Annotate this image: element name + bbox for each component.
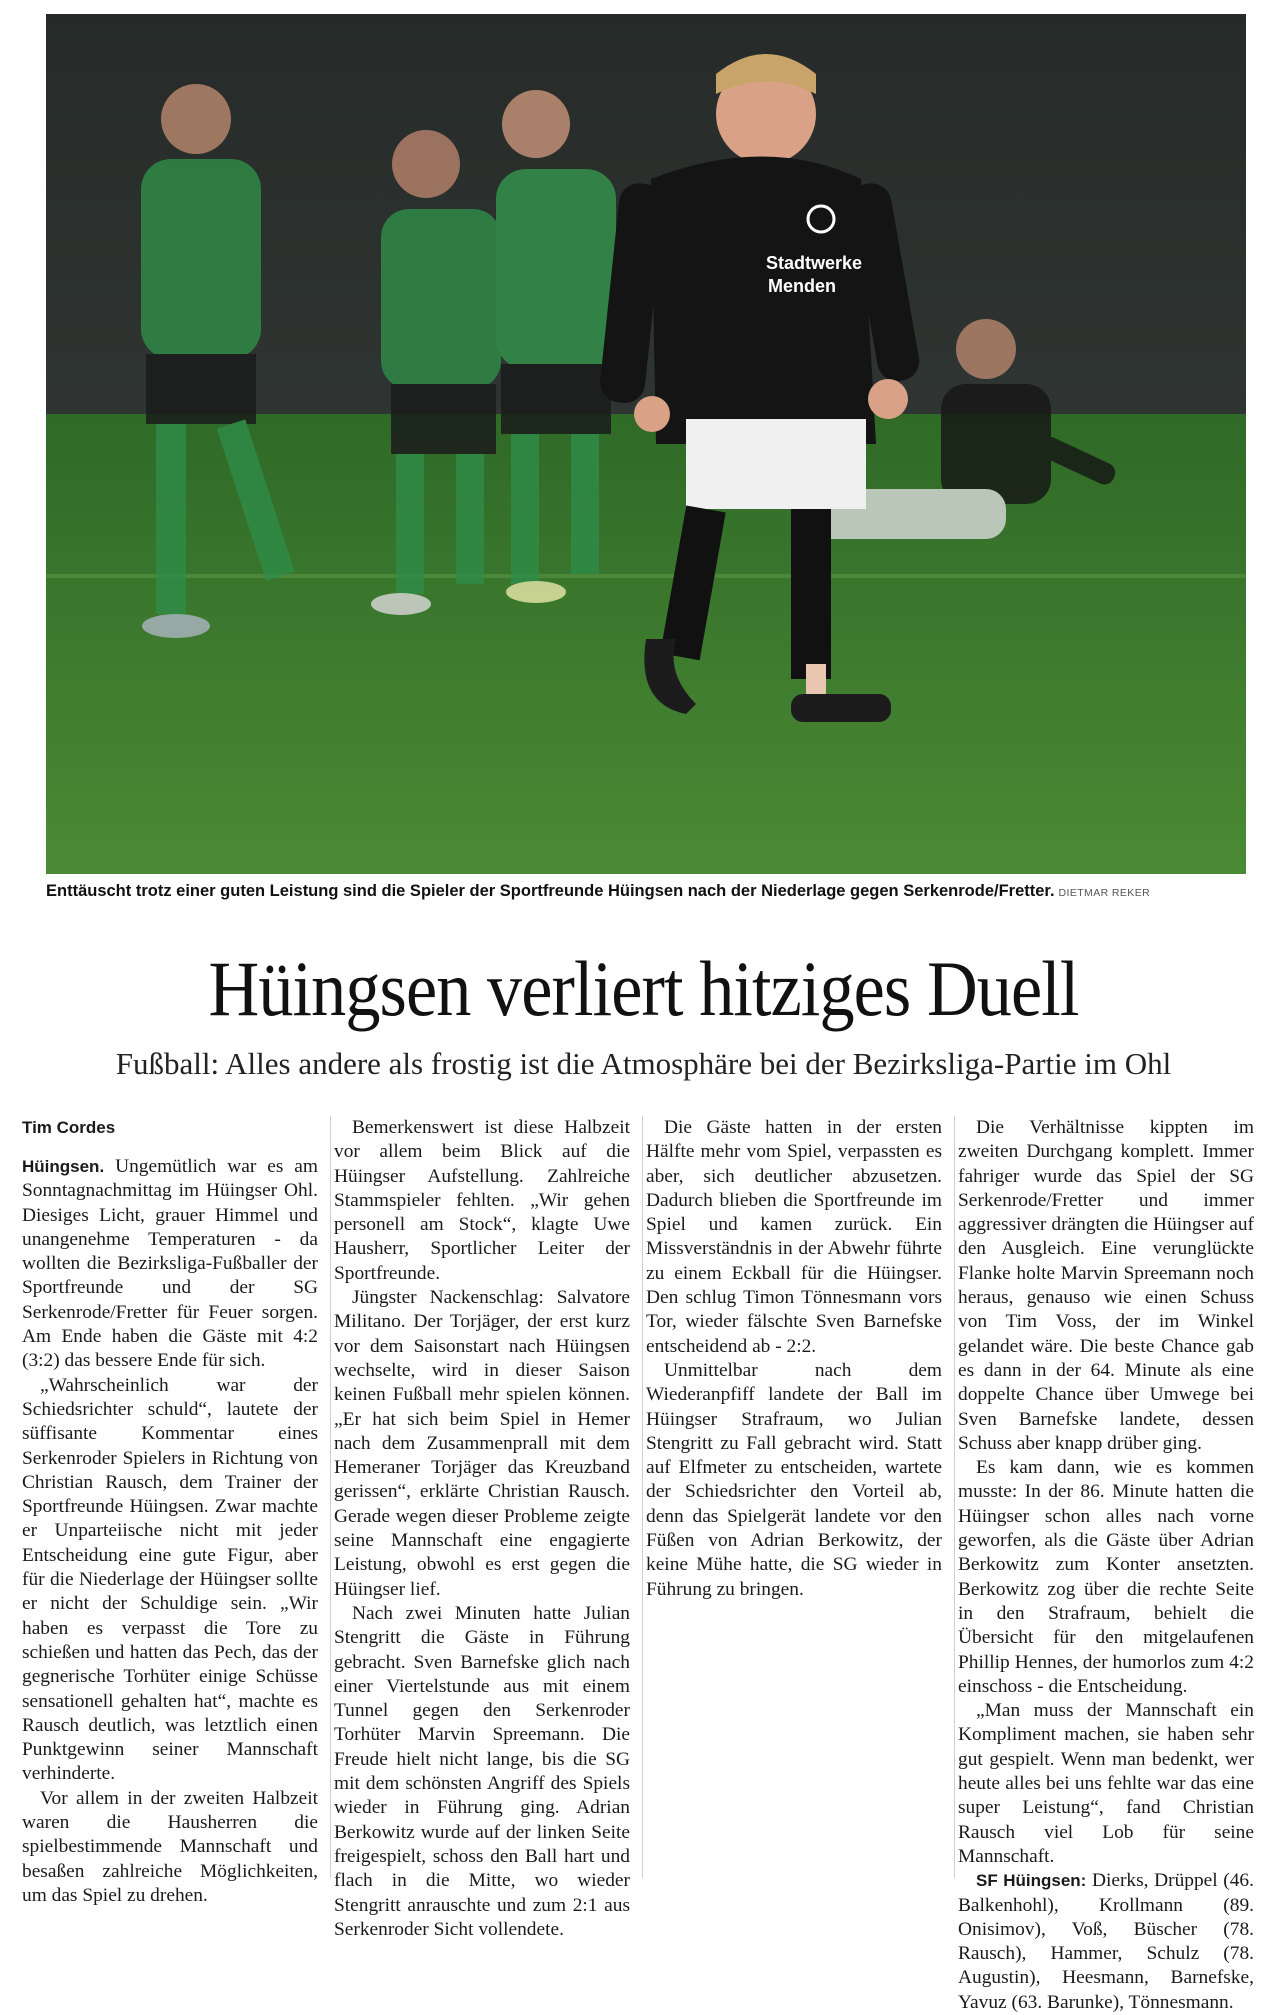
article-column-1 xyxy=(22,1116,318,1906)
paragraph-text: Ungemütlich war es am Sonntagnachmittag im Hüingser Ohl. Diesiges Licht, grauer Himmel und unangenehme Temperaturen - da wollten die Bezirksliga-Fußballer der Sportfreunde und der SG Serkenrode/Fretter für Feuer sorgen. Am Ende haben die Gäste mit 4:2 (3:2) das bessere Ende für sich. xyxy=(22,1156,318,1372)
caption-text: Enttäuscht trotz einer guten Leistung sind die Spieler der Sportfreunde Hüingsen nach der Niederlage gegen Serkenrode/Fretter. xyxy=(46,882,1055,900)
paragraph xyxy=(22,1155,318,1374)
match-photo xyxy=(46,14,1246,874)
paragraph: Nach zwei Minuten hatte Julian Stengritt die Gäste in Führung gebracht. Sven Barnefske glich nach einer Viertelstunde aus mit einem Tunnel gegen den Serkenroder Torhüter Marvin Spreemann. Die Freude hielt nicht lange, bis die SG mit dem schönsten Angriff des Spiels wieder in Führung ging. Adrian Berkowitz wurde auf der linken Seite freigespielt, schoss den Ball hart und flach in die Mitte, wo wieder Stengritt anrauschte und zum 2:1 aus Serkenroder Sicht vollendete. xyxy=(334,1602,630,1940)
photo-caption xyxy=(46,882,1246,910)
jersey-sponsor-line1: Stadtwerke xyxy=(766,253,863,273)
paragraph: „Man muss der Mannschaft ein Kompliment machen, sie haben sehr gut gespielt. Wenn man bedenkt, wer heute alles bei uns fehlte war das eine super Leistung“, fand Christian Rausch viel Lob für seine Mannschaft. xyxy=(958,1700,1254,1867)
paragraph: Jüngster Nackenschlag: Salvatore Militano. Der Torjäger, der erst kurz vor dem Saisonstart nach Hüingsen wechselte, wird in dieser Saison keinen Fußball mehr spielen können. „Er hat sich beim Spiel in Hemer nach dem Zusammenprall mit dem Hemeraner Torjäger das Kreuzband gerissen“, erklärte Christian Rausch. Gerade wegen dieser Probleme zeigte seine Mannschaft eine engagierte Leistung, obwohl es erst gegen die Hüingser lief. xyxy=(334,1287,630,1600)
headline: Hüingsen verliert hitziges Duell xyxy=(208,945,1079,1032)
paragraph: Die Verhältnisse kippten im zweiten Durchgang komplett. Immer fahriger wurde das Spiel der SG Serkenrode/Fretter und immer aggressiver drängten die Hüingser auf den Ausgleich. Eine verunglückte Flanke holte Marvin Spreemann noch heraus, genauso wie einen Schuss von Tim Voss, der im Winkel gelandet wäre. Die beste Chance gab es dann in der 64. Minute als eine doppelte Chance über Umwege bei Sven Barnefske landete, dessen Schuss aber knapp drüber ging. xyxy=(958,1117,1254,1454)
paragraph: „Wahrscheinlich war der Schiedsrichter schuld“, lautete der süffisante Kommentar eines Serkenroder Spielers in Richtung von Christian Rausch, dem Trainer der Sportfreunde Hüingsen. Zwar machte er Unparteiische nicht mit jeder Entscheidung eine gute Figur, aber für die Niederlage der Hüingser sollte er nicht der Schuldige sein. „Wir haben es verpasst die Tore zu schießen und hatten das Pech, das der gegnerische Torhüter einige Schüsse sensationell gehalten hat“, machte es Rausch deutlich, was letztlich einen Punktgewinn seiner Mannschaft verhinderte. xyxy=(22,1374,318,1785)
paragraph: Die Gäste hatten in der ersten Hälfte mehr vom Spiel, verpassten es aber, sich deutlicher abzusetzen. Dadurch blieben die Sportfreunde im Spiel und kamen zurück. Ein Missverständnis in der Abwehr führte zu einem Eckball für die Hüingser. Den schlug Timon Tönnesmann vors Tor, wieder fälschte Sven Barnefske entscheidend ab - 2:2. xyxy=(646,1117,942,1357)
paragraph: Vor allem in der zweiten Halbzeit waren die Hausherren die spielbestimmende Mannschaft und besaßen zahlreiche Möglichkeiten, um das Spiel zu drehen. xyxy=(22,1787,318,1906)
lineup-team: SF Hüingsen: xyxy=(976,1871,1087,1891)
lineup xyxy=(958,1869,1254,2015)
paragraph: Es kam dann, wie es kommen musste: In der 86. Minute hatten die Hüingser schon alles nach vorne geworfen, als die Gäste über Adrian Berkowitz zum Konter ansetzten. Berkowitz zog über die rechte Seite in den Strafraum, behielt die Übersicht für den mitgelaufenen Phillip Hennes, der humorlos zum 4:2 einschoss - die Entscheidung. xyxy=(958,1457,1254,1697)
paragraph: Unmittelbar nach dem Wiederanpfiff landete der Ball im Hüingser Strafraum, wo Julian Stengritt zu Fall gebracht wird. Statt auf Elfmeter zu entscheiden, wartete der Schiedsrichter den Vorteil ab, denn das Spielgerät landete vor den Füßen von Adrian Berkowitz, der keine Mühe hatte, die SG wieder in Führung zu bringen. xyxy=(646,1359,942,1600)
dateline: Hüingsen. xyxy=(22,1157,105,1176)
paragraph: Bemerkenswert ist diese Halbzeit vor allem beim Blick auf die Hüingser Aufstellung. Zahlreiche Stammspieler fehlten. „Wir gehen personell am Stock“, klagte Uwe Hausherr, Sportlicher Leiter der Sportfreunde. xyxy=(334,1117,630,1284)
jersey-sponsor-line2: Menden xyxy=(768,276,837,296)
subheadline: Fußball: Alles andere als frostig ist die Atmosphäre bei der Bezirksliga-Partie im Ohl xyxy=(115,1046,1172,1081)
author-byline: Tim Cordes xyxy=(22,1118,116,1137)
photo-credit: DIETMAR REKER xyxy=(1058,887,1151,899)
lineup-players: Dierks, Drüppel (46. Balkenhohl), Krollmann (89. Onisimov), Voß, Büscher (78. Rausch), Hammer, Schulz (78. Augustin), Heesmann, Barnefske, Yavuz (63. Barunke), Tönnesmann. xyxy=(958,1870,1254,2013)
